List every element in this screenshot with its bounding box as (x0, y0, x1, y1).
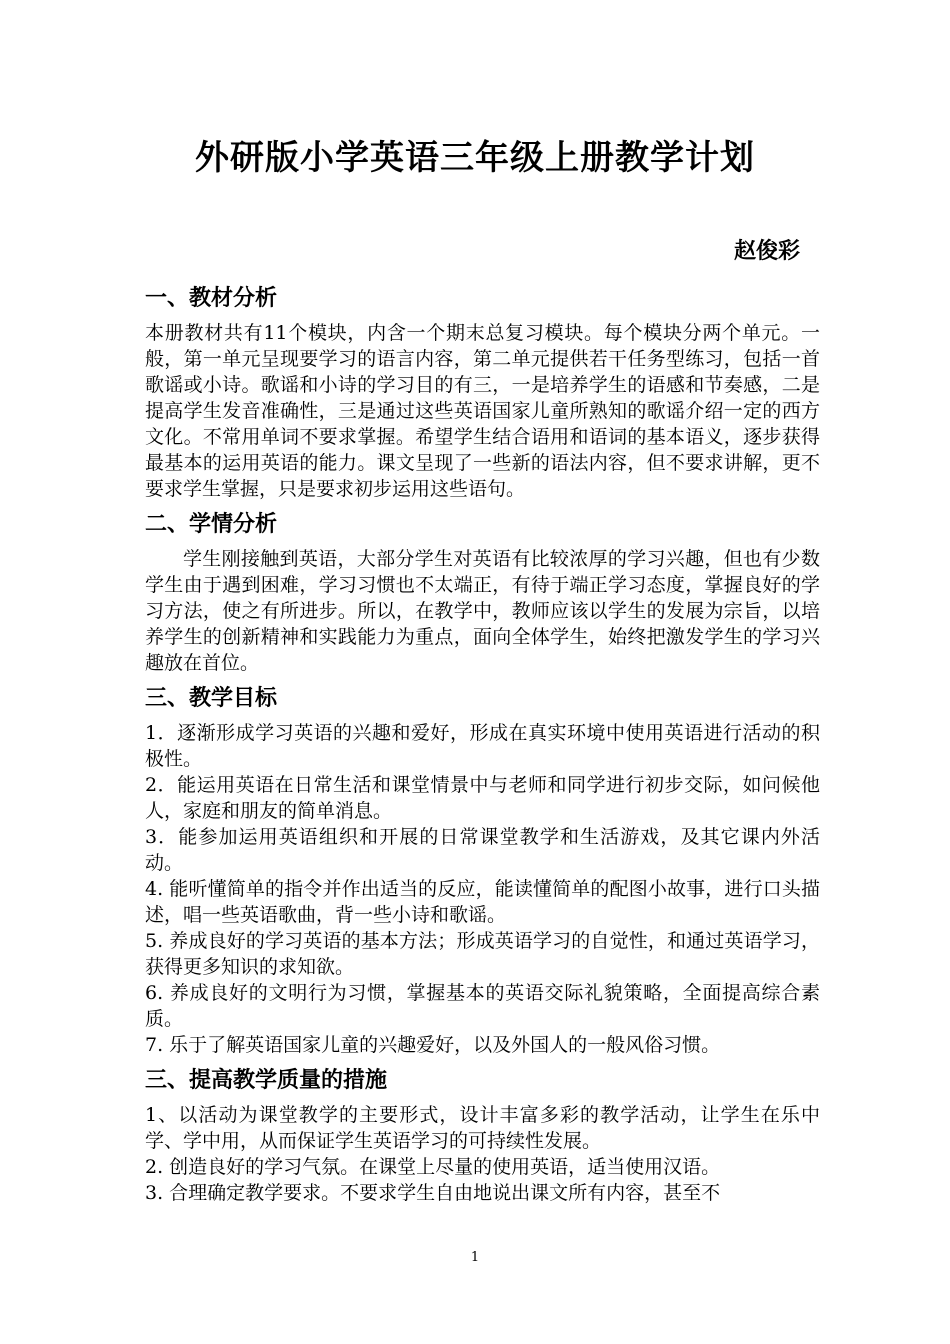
quality-measures-list (145, 1102, 820, 1206)
list-item: 1．逐渐形成学习英语的兴趣和爱好，形成在真实环境中使用英语进行活动的积极性。 (145, 722, 820, 770)
list-item: 1、以活动为课堂教学的主要形式，设计丰富多彩的教学活动，让学生在乐中学、学中用，从而保证学生英语学习的可持续性发展。 (145, 1104, 820, 1152)
list-item: 2．能运用英语在日常生活和课堂情景中与老师和同学进行初步交际，如问候他人，家庭和朋友的简单消息。 (145, 774, 820, 822)
list-item: 5. 养成良好的学习英语的基本方法；形成英语学习的自觉性，和通过英语学习，获得更多知识的求知欲。 (145, 930, 820, 978)
author-name: 赵俊彩 (733, 239, 800, 264)
list-item: 3．能参加运用英语组织和开展的日常课堂教学和生活游戏，及其它课内外活动。 (145, 826, 820, 874)
section-heading-quality-measures: 三、提高教学质量的措施 (145, 1068, 388, 1093)
section-heading-teaching-goals: 三、教学目标 (145, 686, 278, 711)
section-paragraph: 本册教材共有11个模块，内含一个期末总复习模块。每个模块分两个单元。一般，第一单元呈现要学习的语言内容，第二单元提供若干任务型练习，包括一首歌谣或小诗。歌谣和小诗的学习目的有三，一是培养学生的语感和节奏感，二是提高学生发音准确性，三是通过这些英语国家儿童所熟知的歌谣介绍一定的西方文化。不常用单词不要求掌握。希望学生结合语用和语词的基本语义，逐步获得最基本的运用英语的能力。课文呈现了一些新的语法内容，但不要求讲解，更不要求学生掌握，只是要求初步运用这些语句。 (145, 322, 820, 500)
list-item: 3. 合理确定教学要求。不要求学生自由地说出课文所有内容，甚至不 (145, 1182, 721, 1204)
section-paragraph: 学生刚接触到英语，大部分学生对英语有比较浓厚的学习兴趣，但也有少数学生由于遇到困难，学习习惯也不太端正，有待于端正学习态度，掌握良好的学习方法，使之有所进步。所以，在教学中，教师应该以学生的发展为宗旨，以培养学生的创新精神和实践能力为重点，面向全体学生，始终把激发学生的学习兴趣放在首位。 (145, 548, 820, 674)
list-item: 2. 创造良好的学习气氛。在课堂上尽量的使用英语，适当使用汉语。 (145, 1156, 721, 1178)
page-title: 外研版小学英语三年级上册教学计划 (195, 138, 755, 178)
list-item: 7. 乐于了解英语国家儿童的兴趣爱好，以及外国人的一般风俗习惯。 (145, 1034, 721, 1056)
teaching-goals-list (145, 720, 820, 1058)
section-heading-student-analysis: 二、学情分析 (145, 512, 278, 537)
section-heading-textbook-analysis: 一、教材分析 (145, 286, 278, 311)
document-body (145, 282, 820, 1212)
list-item: 6. 养成良好的文明行为习惯，掌握基本的英语交际礼貌策略，全面提高综合素质。 (145, 982, 820, 1030)
list-item: 4. 能听懂简单的指令并作出适当的反应，能读懂简单的配图小故事，进行口头描述，唱一些英语歌曲，背一些小诗和歌谣。 (145, 878, 820, 926)
page-number: 1 (470, 1250, 480, 1265)
